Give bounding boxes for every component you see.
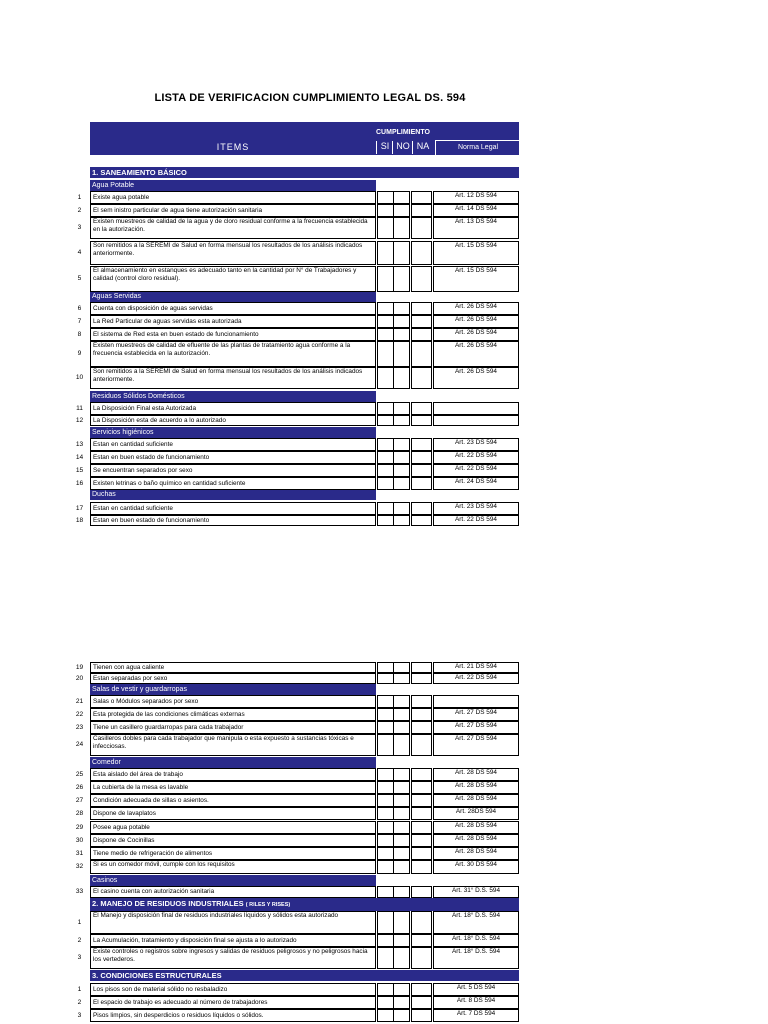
- checkbox-na[interactable]: [411, 695, 432, 708]
- row-item-text: El sem inistro particular de agua tiene autorización sanitaria: [90, 204, 376, 217]
- checkbox-no[interactable]: [393, 367, 410, 389]
- row-item-text: Existe agua potable: [90, 191, 376, 204]
- row-number: 15: [75, 467, 84, 474]
- checkbox-si[interactable]: [377, 708, 394, 721]
- row-item-text: El Manejo y disposición final de residuos industriales líquidos y sólidos esta autorizado: [90, 911, 376, 934]
- row-norma-legal: Art. 22 DS 594: [433, 464, 519, 477]
- checkbox-no[interactable]: [393, 734, 410, 756]
- subsection-salas: Salas de vestir y guardarropas: [90, 684, 376, 695]
- checkbox-no[interactable]: [393, 464, 410, 477]
- checkbox-si[interactable]: [377, 673, 394, 684]
- row-number: 18: [75, 517, 84, 524]
- checkbox-no[interactable]: [393, 673, 410, 684]
- checkbox-si[interactable]: [377, 415, 394, 426]
- row-norma-legal: Art. 27 DS 594: [433, 721, 519, 734]
- row-number: 21: [75, 698, 84, 705]
- row-item-text: Salas o Módulos separados por sexo: [90, 695, 376, 708]
- checkbox-no[interactable]: [393, 341, 410, 367]
- row-number: 33: [75, 888, 84, 895]
- checkbox-na[interactable]: [411, 367, 432, 389]
- table-row: [70, 217, 520, 239]
- checkbox-si[interactable]: [377, 807, 394, 820]
- checkbox-si[interactable]: [377, 515, 394, 526]
- row-item-text: El almacenamiento en estanques es adecuado tanto en la cantidad por N° de Trabajadores y calidad (control cloro residual).: [90, 266, 376, 292]
- checkbox-na[interactable]: [411, 266, 432, 292]
- checkbox-na[interactable]: [411, 996, 432, 1009]
- table-row: [70, 821, 520, 834]
- row-norma-legal: Art. 31° D.S. 594: [433, 886, 519, 898]
- checkbox-na[interactable]: [411, 204, 432, 217]
- section-subtitle: ( RILES Y RISES): [245, 902, 291, 908]
- section-saneamiento: 1. SANEAMIENTO BÁSICO: [90, 167, 519, 178]
- row-item-text: Tiene un casillero guardarropas para cada trabajador: [90, 721, 376, 734]
- checkbox-no[interactable]: [393, 821, 410, 834]
- checkbox-si[interactable]: [377, 341, 394, 367]
- row-norma-legal: Art. 28 DS 594: [433, 834, 519, 847]
- checkbox-si[interactable]: [377, 860, 394, 874]
- row-norma-legal: Art. 13 DS 594: [433, 217, 519, 239]
- checkbox-na[interactable]: [411, 341, 432, 367]
- row-norma-legal: [433, 695, 519, 708]
- row-item-text: Existen muestreos de calidad de la agua y de cloro residual conforme a la frecuencia establecida en la autorización.: [90, 217, 376, 239]
- table-row: [70, 996, 520, 1009]
- row-item-text: Estan en cantidad suficiente: [90, 502, 376, 515]
- row-norma-legal: Art. 27 DS 594: [433, 708, 519, 721]
- row-item-text: La Acumulación, tratamiento y disposición final se ajusta a lo autorizado: [90, 934, 376, 947]
- row-item-text: Esta aislado del área de trabajo: [90, 768, 376, 781]
- table-row: [70, 947, 520, 969]
- table-row: [70, 341, 520, 367]
- checkbox-no[interactable]: [393, 807, 410, 820]
- checkbox-no[interactable]: [393, 217, 410, 239]
- table-row: [70, 734, 520, 756]
- row-number: 31: [75, 850, 84, 857]
- checkbox-na[interactable]: [411, 886, 432, 898]
- row-number: 3: [77, 224, 82, 231]
- table-row: [70, 515, 520, 526]
- row-item-text: Esta protegida de las condiciones climáticas externas: [90, 708, 376, 721]
- row-norma-legal: Art. 28 DS 594: [433, 821, 519, 834]
- row-item-text: Estan en buen estado de funcionamiento: [90, 451, 376, 464]
- checkbox-si[interactable]: [377, 911, 394, 934]
- row-number: 23: [75, 724, 84, 731]
- row-item-text: Son remitidos a la SEREMI de Salud en forma mensual los resultados de los análisis indicados anteriormente.: [90, 241, 376, 265]
- subsection-casinos: Casinos: [90, 875, 376, 886]
- header-no: NO: [392, 141, 413, 154]
- checkbox-na[interactable]: [411, 315, 432, 328]
- row-item-text: Existe controles o registros sobre ingresos y salidas de residuos peligrosos y no peligrosos hacia los vertederos.: [90, 947, 376, 969]
- header-items: ITEMS: [216, 142, 250, 152]
- checkbox-no[interactable]: [393, 204, 410, 217]
- checkbox-na[interactable]: [411, 794, 432, 807]
- row-norma-legal: Art. 15 DS 594: [433, 266, 519, 292]
- checkbox-si[interactable]: [377, 768, 394, 781]
- row-norma-legal: Art. 22 DS 594: [433, 451, 519, 464]
- checkbox-na[interactable]: [411, 415, 432, 426]
- checkbox-no[interactable]: [393, 515, 410, 526]
- row-norma-legal: Art. 23 DS 594: [433, 502, 519, 515]
- row-norma-legal: Art. 12 DS 594: [433, 191, 519, 204]
- row-norma-legal: Art. 18° D.S. 594: [433, 934, 519, 947]
- table-row: [70, 328, 520, 341]
- checkbox-si[interactable]: [377, 662, 394, 673]
- table-row: [70, 315, 520, 328]
- table-row: [70, 934, 520, 947]
- row-norma-legal: Art. 28 DS 594: [433, 768, 519, 781]
- row-norma-legal: Art. 28DS 594: [433, 807, 519, 820]
- row-norma-legal: Art. 15 DS 594: [433, 241, 519, 265]
- table-row: [70, 191, 520, 204]
- row-norma-legal: [433, 415, 519, 426]
- row-norma-legal: Art. 26 DS 594: [433, 328, 519, 341]
- checkbox-na[interactable]: [411, 721, 432, 734]
- checkbox-na[interactable]: [411, 464, 432, 477]
- row-number: 28: [75, 810, 84, 817]
- checkbox-no[interactable]: [393, 402, 410, 415]
- row-item-text: La cubierta de la mesa es lavable: [90, 781, 376, 794]
- row-number: 32: [75, 863, 84, 870]
- checkbox-no[interactable]: [393, 768, 410, 781]
- table-row: [70, 662, 520, 673]
- subsection-comedor: Comedor: [90, 757, 376, 768]
- checkbox-na[interactable]: [411, 191, 432, 204]
- row-item-text: Se encuentran separados por sexo: [90, 464, 376, 477]
- row-norma-legal: Art. 30 DS 594: [433, 860, 519, 874]
- row-item-text: Existen letrinas o baño químico en cantidad suficiente: [90, 477, 376, 490]
- row-number: 16: [75, 480, 84, 487]
- checkbox-si[interactable]: [377, 502, 394, 515]
- page-title: LISTA DE VERIFICACION CUMPLIMIENTO LEGAL DS. 594: [154, 92, 466, 104]
- section-residuos-industriales: [90, 898, 519, 911]
- table-row: [70, 367, 520, 389]
- checkbox-na[interactable]: [411, 807, 432, 820]
- table-row: [70, 673, 520, 684]
- checkbox-na[interactable]: [411, 947, 432, 969]
- row-norma-legal: Art. 27 DS 594: [433, 734, 519, 756]
- row-number: 25: [75, 771, 84, 778]
- checkbox-no[interactable]: [393, 721, 410, 734]
- checkbox-no[interactable]: [393, 1009, 410, 1022]
- checkbox-no[interactable]: [393, 847, 410, 860]
- checkbox-no[interactable]: [393, 241, 410, 265]
- checkbox-na[interactable]: [411, 328, 432, 341]
- row-norma-legal: Art. 28 DS 594: [433, 794, 519, 807]
- row-item-text: La Red Particular de aguas servidas esta autorizada: [90, 315, 376, 328]
- checkbox-no[interactable]: [393, 794, 410, 807]
- table-row: [70, 402, 520, 415]
- subsection-agua-potable: Agua Potable: [90, 180, 376, 191]
- checkbox-si[interactable]: [377, 464, 394, 477]
- row-norma-legal: Art. 22 DS 594: [433, 515, 519, 526]
- section-condiciones: 3. CONDICIONES ESTRUCTURALES: [90, 970, 519, 981]
- checkbox-no[interactable]: [393, 191, 410, 204]
- checkbox-na[interactable]: [411, 821, 432, 834]
- row-number: 10: [75, 374, 84, 381]
- subsection-aguas-servidas: Aguas Servidas: [90, 291, 376, 302]
- table-row: [70, 781, 520, 794]
- checkbox-si[interactable]: [377, 734, 394, 756]
- checkbox-si[interactable]: [377, 781, 394, 794]
- row-item-text: Dispone de Cocinillas: [90, 834, 376, 847]
- checkbox-si[interactable]: [377, 451, 394, 464]
- checkbox-no[interactable]: [393, 662, 410, 673]
- row-norma-legal: [433, 402, 519, 415]
- row-item-text: Tienen con agua caliente: [90, 662, 376, 673]
- header-norma: Norma Legal: [435, 140, 520, 155]
- checkbox-no[interactable]: [393, 328, 410, 341]
- checkbox-na[interactable]: [411, 1009, 432, 1022]
- row-norma-legal: Art. 22 DS 594: [433, 673, 519, 684]
- row-item-text: La Disposición Final esta Autorizada: [90, 402, 376, 415]
- row-number: 17: [75, 505, 84, 512]
- header-cumplimiento: CUMPLIMIENTO: [376, 129, 430, 136]
- row-item-text: Los pisos son de material sólido no resbaladizo: [90, 983, 376, 996]
- row-norma-legal: Art. 26 DS 594: [433, 367, 519, 389]
- row-item-text: La Disposición esta de acuerdo a lo autorizado: [90, 415, 376, 426]
- row-item-text: Pisos limpios, sin desperdicios o residuos líquidos o sólidos.: [90, 1009, 376, 1022]
- table-row: [70, 464, 520, 477]
- row-norma-legal: Art. 14 DS 594: [433, 204, 519, 217]
- checkbox-na[interactable]: [411, 983, 432, 996]
- checkbox-si[interactable]: [377, 695, 394, 708]
- checkbox-no[interactable]: [393, 911, 410, 934]
- checkbox-si[interactable]: [377, 886, 394, 898]
- row-item-text: Condición adecuada de sillas o asientos.: [90, 794, 376, 807]
- row-number: 4: [77, 249, 82, 256]
- row-norma-legal: Art. 28 DS 594: [433, 781, 519, 794]
- row-norma-legal: Art. 24 DS 594: [433, 477, 519, 490]
- row-number: 2: [77, 999, 82, 1006]
- checkbox-no[interactable]: [393, 438, 410, 451]
- table-row: [70, 695, 520, 708]
- row-number: 26: [75, 784, 84, 791]
- checkbox-si[interactable]: [377, 947, 394, 969]
- table-row: [70, 886, 520, 898]
- table-header: [90, 122, 519, 155]
- checkbox-no[interactable]: [393, 266, 410, 292]
- checkbox-si[interactable]: [377, 191, 394, 204]
- checkbox-si[interactable]: [377, 266, 394, 292]
- row-norma-legal: Art. 18° D.S. 594: [433, 947, 519, 969]
- row-norma-legal: Art. 18° D.S. 594: [433, 911, 519, 934]
- checkbox-na[interactable]: [411, 662, 432, 673]
- checkbox-na[interactable]: [411, 834, 432, 847]
- row-number: 1: [77, 919, 82, 926]
- checkbox-si[interactable]: [377, 821, 394, 834]
- row-norma-legal: Art. 28 DS 594: [433, 847, 519, 860]
- row-item-text: Posee agua potable: [90, 821, 376, 834]
- row-norma-legal: Art. 5 DS 594: [433, 983, 519, 996]
- row-item-text: Dispone de lavaplatos: [90, 807, 376, 820]
- row-norma-legal: Art. 26 DS 594: [433, 302, 519, 315]
- row-number: 3: [77, 1012, 82, 1019]
- checkbox-si[interactable]: [377, 934, 394, 947]
- row-item-text: El espacio de trabajo es adecuado al número de trabajadores: [90, 996, 376, 1009]
- row-number: 14: [75, 454, 84, 461]
- checkbox-si[interactable]: [377, 847, 394, 860]
- row-item-text: Son remitidos a la SEREMI de Salud en forma mensual los resultados de los análisis indicados anteriormente.: [90, 367, 376, 389]
- checkbox-si[interactable]: [377, 438, 394, 451]
- checkbox-si[interactable]: [377, 328, 394, 341]
- row-number: 8: [77, 331, 82, 338]
- table-row: [70, 847, 520, 860]
- row-number: 30: [75, 837, 84, 844]
- row-number: 1: [77, 194, 82, 201]
- row-number: 2: [77, 937, 82, 944]
- row-norma-legal: Art. 26 DS 594: [433, 341, 519, 367]
- row-number: 19: [75, 664, 84, 671]
- row-norma-legal: Art. 23 DS 594: [433, 438, 519, 451]
- checkbox-no[interactable]: [393, 983, 410, 996]
- row-number: 22: [75, 711, 84, 718]
- checkbox-no[interactable]: [393, 886, 410, 898]
- table-row: [70, 204, 520, 217]
- table-row: [70, 415, 520, 426]
- checkbox-na[interactable]: [411, 402, 432, 415]
- checkbox-si[interactable]: [377, 721, 394, 734]
- table-row: [70, 721, 520, 734]
- row-number: 6: [77, 305, 82, 312]
- checkbox-no[interactable]: [393, 302, 410, 315]
- checkbox-no[interactable]: [393, 695, 410, 708]
- checkbox-na[interactable]: [411, 217, 432, 239]
- checkbox-na[interactable]: [411, 241, 432, 265]
- row-number: 11: [76, 405, 83, 412]
- checkbox-no[interactable]: [393, 934, 410, 947]
- row-number: 9: [77, 350, 82, 357]
- checkbox-na[interactable]: [411, 502, 432, 515]
- checkbox-no[interactable]: [393, 451, 410, 464]
- checkbox-si[interactable]: [377, 402, 394, 415]
- table-row: [70, 438, 520, 451]
- checkbox-na[interactable]: [411, 934, 432, 947]
- checkbox-na[interactable]: [411, 477, 432, 490]
- row-number: 24: [75, 741, 84, 748]
- checkbox-si[interactable]: [377, 834, 394, 847]
- row-number: 2: [77, 207, 82, 214]
- table-row: [70, 302, 520, 315]
- row-item-text: Estan en buen estado de funcionamiento: [90, 515, 376, 526]
- row-item-text: Existen muestreos de calidad de efluente de las plantas de tratamiento agua conforme a la frecuencia establecida en la autorización.: [90, 341, 376, 367]
- checkbox-na[interactable]: [411, 860, 432, 874]
- checkbox-na[interactable]: [411, 768, 432, 781]
- checkbox-no[interactable]: [393, 860, 410, 874]
- checkbox-si[interactable]: [377, 367, 394, 389]
- checkbox-no[interactable]: [393, 502, 410, 515]
- table-row: [70, 911, 520, 934]
- checkbox-na[interactable]: [411, 847, 432, 860]
- row-norma-legal: Art. 8 DS 594: [433, 996, 519, 1009]
- row-item-text: Casilleros dobles para cada trabajador que manipula o esta expuesto a sustancias tóxicas e infecciosas.: [90, 734, 376, 756]
- checkbox-si[interactable]: [377, 315, 394, 328]
- checkbox-na[interactable]: [411, 451, 432, 464]
- checkbox-na[interactable]: [411, 781, 432, 794]
- checkbox-no[interactable]: [393, 781, 410, 794]
- checkbox-na[interactable]: [411, 515, 432, 526]
- checkbox-si[interactable]: [377, 983, 394, 996]
- table-row: [70, 241, 520, 265]
- table-row: [70, 768, 520, 781]
- checkbox-no[interactable]: [393, 315, 410, 328]
- checkbox-si[interactable]: [377, 217, 394, 239]
- row-number: 1: [77, 986, 82, 993]
- row-number: 29: [75, 824, 84, 831]
- header-si: SI: [376, 141, 393, 154]
- subsection-residuos: Residuos Sólidos Domésticos: [90, 391, 376, 402]
- row-item-text: Estan separadas por sexo: [90, 673, 376, 684]
- table-row: [70, 266, 520, 292]
- checkbox-na[interactable]: [411, 911, 432, 934]
- row-number: 7: [77, 318, 82, 325]
- section-title: 2. MANEJO DE RESIDUOS INDUSTRIALES: [92, 899, 244, 908]
- row-number: 12: [75, 417, 84, 424]
- checkbox-si[interactable]: [377, 1009, 394, 1022]
- checkbox-no[interactable]: [393, 477, 410, 490]
- row-item-text: Cuenta con disposición de aguas servidas: [90, 302, 376, 315]
- checkbox-na[interactable]: [411, 438, 432, 451]
- table-row: [70, 1009, 520, 1022]
- row-number: 13: [75, 441, 84, 448]
- row-number: 27: [75, 797, 84, 804]
- subsection-servicios: Servicios higiénicos: [90, 427, 376, 438]
- checkbox-si[interactable]: [377, 996, 394, 1009]
- row-norma-legal: Art. 7 DS 594: [433, 1009, 519, 1022]
- checkbox-si[interactable]: [377, 204, 394, 217]
- row-item-text: Tiene medio de refrigeración de alimentos: [90, 847, 376, 860]
- checkbox-na[interactable]: [411, 734, 432, 756]
- checkbox-no[interactable]: [393, 708, 410, 721]
- row-number: 5: [77, 275, 82, 282]
- row-item-text: El sistema de Red esta en buen estado de funcionamiento: [90, 328, 376, 341]
- table-row: [70, 807, 520, 820]
- row-number: 3: [77, 954, 82, 961]
- row-norma-legal: Art. 26 DS 594: [433, 315, 519, 328]
- checkbox-no[interactable]: [393, 415, 410, 426]
- subsection-duchas: Duchas: [90, 489, 376, 500]
- table-row: [70, 451, 520, 464]
- table-row: [70, 834, 520, 847]
- checkbox-na[interactable]: [411, 673, 432, 684]
- checkbox-si[interactable]: [377, 302, 394, 315]
- checkbox-si[interactable]: [377, 477, 394, 490]
- row-norma-legal: Art. 21 DS 594: [433, 662, 519, 673]
- checkbox-si[interactable]: [377, 241, 394, 265]
- checkbox-na[interactable]: [411, 302, 432, 315]
- checkbox-si[interactable]: [377, 794, 394, 807]
- checkbox-no[interactable]: [393, 834, 410, 847]
- row-item-text: Estan en cantidad suficiente: [90, 438, 376, 451]
- header-na: NA: [412, 141, 433, 154]
- checkbox-no[interactable]: [393, 996, 410, 1009]
- checkbox-no[interactable]: [393, 947, 410, 969]
- row-number: 20: [75, 675, 84, 682]
- row-item-text: El casino cuenta con autorización sanitaria: [90, 886, 376, 898]
- table-row: [70, 477, 520, 490]
- row-item-text: Si es un comedor móvil, cumple con los requisitos: [90, 860, 376, 874]
- table-row: [70, 794, 520, 807]
- checkbox-na[interactable]: [411, 708, 432, 721]
- table-row: [70, 708, 520, 721]
- table-row: [70, 502, 520, 515]
- table-row: [70, 983, 520, 996]
- table-row: [70, 860, 520, 874]
